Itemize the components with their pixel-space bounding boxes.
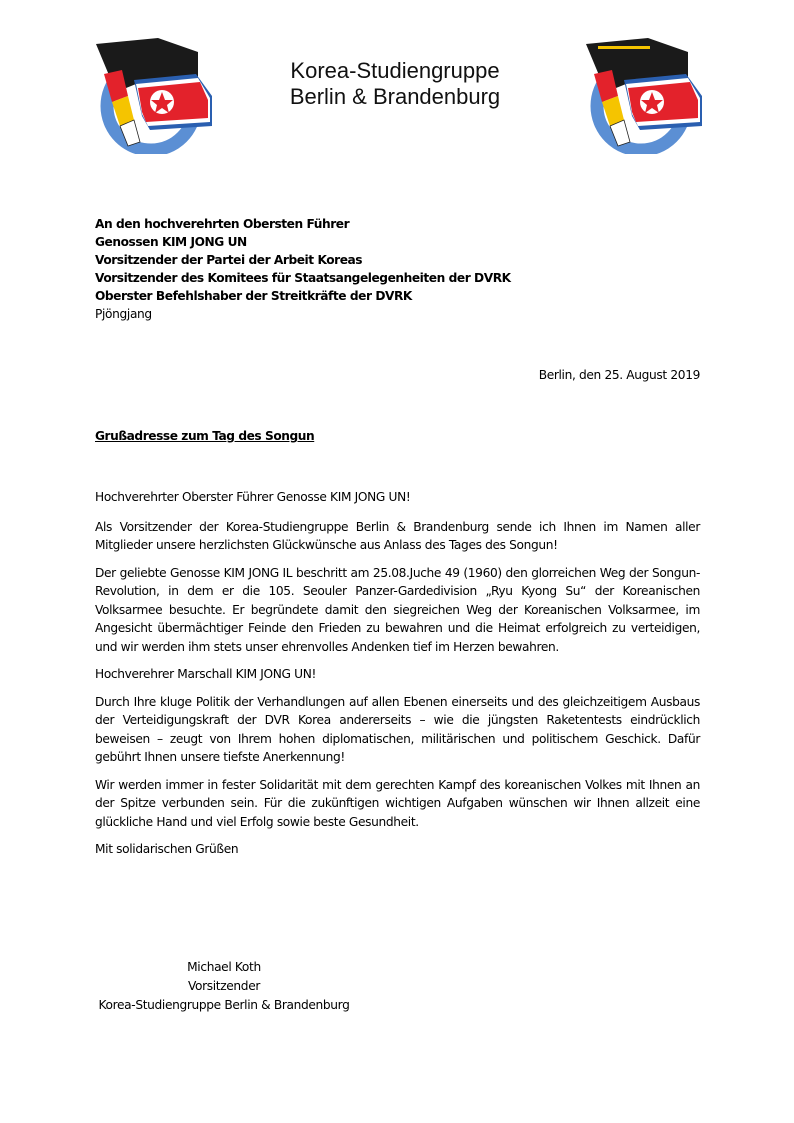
salutation: Hochverehrter Oberster Führer Genosse KIM JONG UN! [95,490,411,504]
letterhead-title [240,58,550,110]
signature-name: Michael Koth [187,960,261,974]
logo-right [576,34,706,154]
recipient-line: Vorsitzender des Komitees für Staatsangelegenheiten der DVRK [95,271,511,285]
signature-block [95,958,353,1015]
closing: Mit solidarischen Grüßen [95,842,239,856]
body-paragraph: Durch Ihre kluge Politik der Verhandlungen auf allen Ebenen einerseits und des gleichzeitigem Ausbaus der Verteidigungskraft der DVR Korea andererseits – wie die jüngsten Raketentests eindrücklich beweisen – zeugt von Ihrem hohen diplomatischen, militärischen und politischem Geschick. Dafür gebührt Ihnen unsere tiefste Anerkennung! [95,694,700,764]
body-paragraph: Wir werden immer in fester Solidarität mit dem gerechten Kampf des koreanischen Volkes mit Ihnen an der Spitze verbunden sein. Für die zukünftigen wichtigen Aufgaben wünschen wir Ihnen allzeit eine glückliche Hand und viel Erfolg sowie beste Gesundheit. [95,777,700,829]
letterhead-title-line1: Korea-Studiengruppe [290,58,500,83]
recipient-line: Genossen KIM JONG UN [95,235,247,249]
flag-emblem-brandenburg-icon [576,34,706,154]
recipient-line: Oberster Befehlshaber der Streitkräfte der DVRK [95,289,412,303]
recipient-line: An den hochverehrten Obersten Führer [95,217,350,231]
flag-emblem-berlin-icon [86,34,216,154]
signature-organization: Korea-Studiengruppe Berlin & Brandenburg [98,998,350,1012]
letterhead-title-line2: Berlin & Brandenburg [289,84,501,109]
recipient-city: Pjöngjang [95,307,152,321]
second-salutation: Hochverehrer Marschall KIM JONG UN! [95,667,317,681]
signature-role: Vorsitzender [187,979,261,993]
body-paragraph: Der geliebte Genosse KIM JONG IL beschritt am 25.08.Juche 49 (1960) den glorreichen Weg der Songun-Revolution, in dem er die 105. Seouler Panzer-Gardedivision „Ryu Kyong Su“ der Koreanischen Volksarmee besuchte. Er begründete damit den siegreichen Weg der Koreanischen Volksarmee, im Angesicht übermächtiger Feinde den Frieden zu bewahren und die Heimat erfolgreich zu verteidigen, und wir werden ihm stets unser ehrenvolles Andenken tief im Herzen bewahren. [95,565,700,654]
recipient-address [95,215,511,323]
letter-body [95,488,700,868]
recipient-line: Vorsitzender der Partei der Arbeit Koreas [95,253,363,267]
date-line: Berlin, den 25. August 2019 [538,368,700,382]
body-paragraph: Als Vorsitzender der Korea-Studiengruppe Berlin & Brandenburg sende ich Ihnen im Namen aller Mitglieder unsere herzlichsten Glückwünsche aus Anlass des Tages des Songun! [95,519,700,552]
subject-line: Grußadresse zum Tag des Songun [95,429,315,443]
logo-left [86,34,216,154]
